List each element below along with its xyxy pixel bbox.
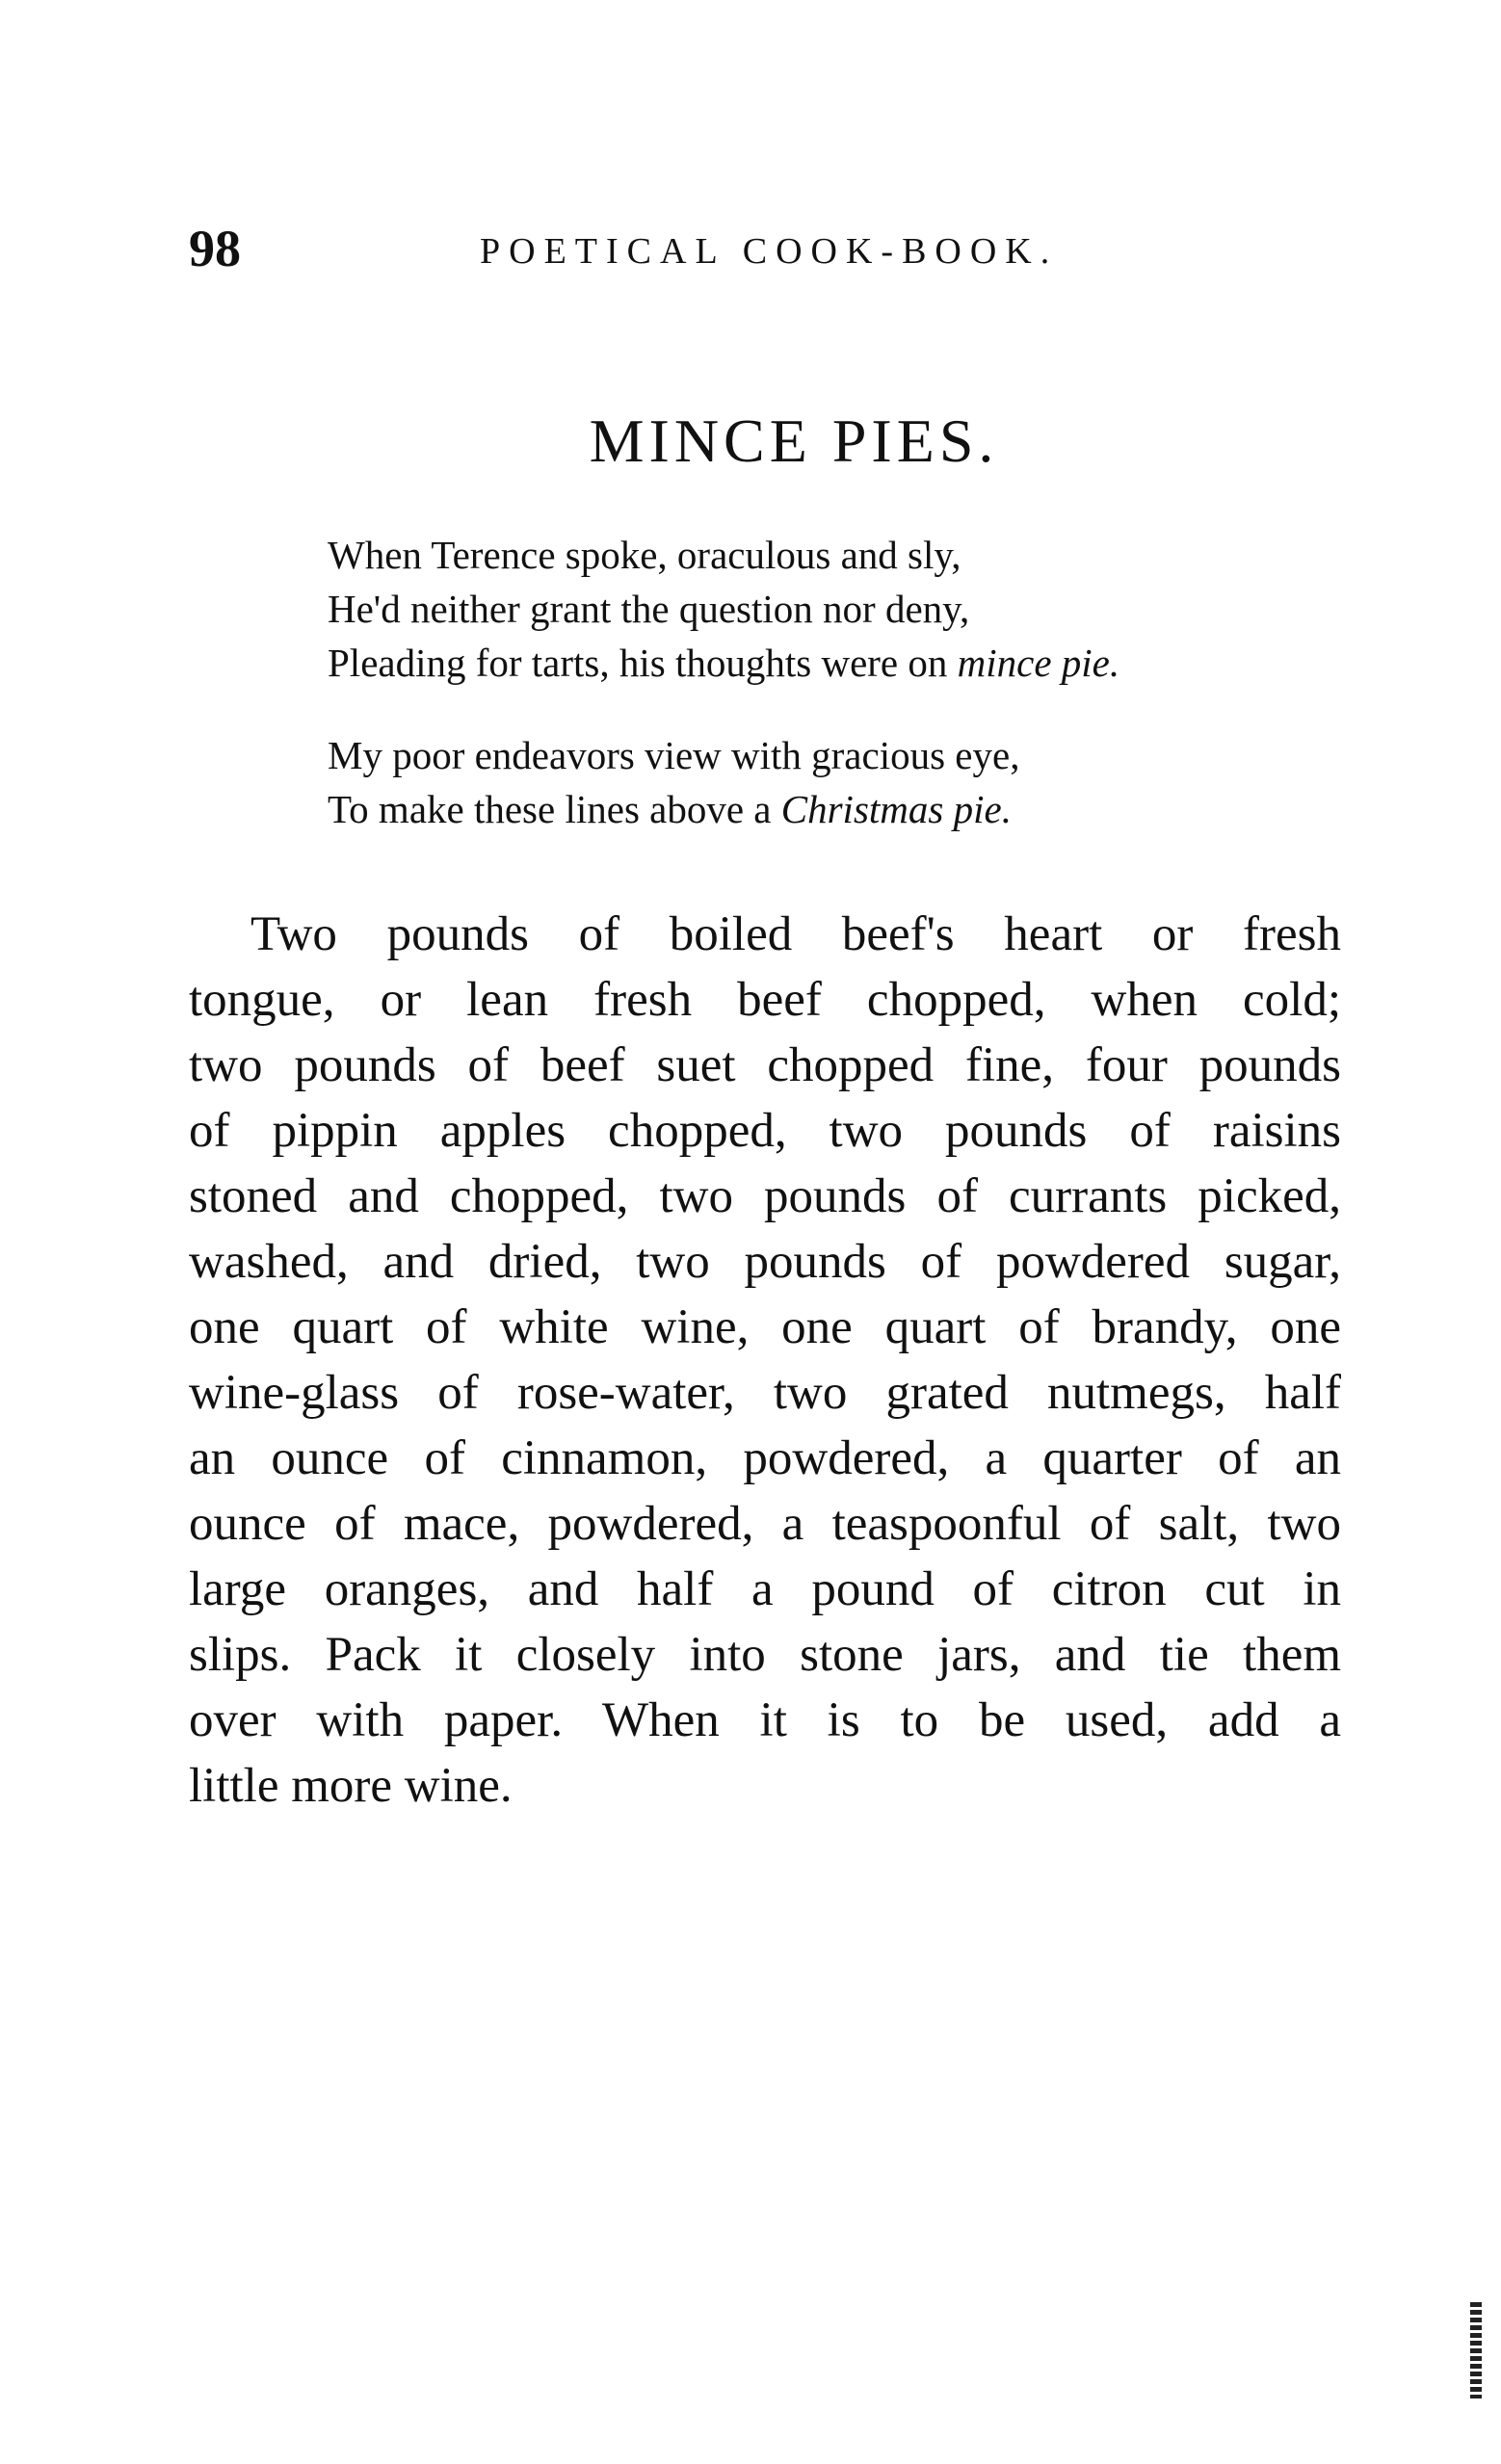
section-title: MINCE PIES.: [589, 406, 999, 475]
recipe-line: stoned and chopped, two pounds of currants picked,: [189, 1169, 1341, 1223]
recipe-line: ounce of mace, powdered, a teaspoonful of salt, two: [189, 1497, 1341, 1551]
verse-line: He'd neither grant the question nor deny,: [328, 587, 970, 631]
recipe-line: little more wine.: [189, 1759, 513, 1813]
running-head: [189, 220, 1335, 287]
recipe-line: an ounce of cinnamon, powdered, a quarter of an: [189, 1431, 1341, 1485]
recipe-line: tongue, or lean fresh beef chopped, when cold;: [189, 973, 1341, 1027]
verse-line: [328, 636, 1291, 690]
verse-stanza-2: [328, 728, 1291, 836]
recipe-line: wine-glass of rose-water, two grated nutmegs, half: [189, 1366, 1341, 1420]
verse-italic-text: mince pie.: [957, 641, 1120, 685]
recipe-line: two pounds of beef suet chopped fine, four pounds: [189, 1038, 1341, 1092]
verse-line: [328, 782, 1291, 836]
verse-stanza-1: [328, 528, 1291, 690]
verse-line: When Terence spoke, oraculous and sly,: [328, 533, 961, 577]
recipe-line: one quart of white wine, one quart of brandy, one: [189, 1300, 1341, 1354]
verse-line: My poor endeavors view with gracious eye,: [328, 733, 1020, 777]
recipe-line: of pippin apples chopped, two pounds of raisins: [189, 1104, 1341, 1158]
verse-text: Pleading for tarts, his thoughts were on: [328, 641, 958, 685]
recipe-line: washed, and dried, two pounds of powdered sugar,: [189, 1235, 1341, 1289]
page-number: 98: [189, 220, 241, 277]
page-edge-mark: [1470, 2302, 1482, 2398]
recipe-line: slips. Pack it closely into stone jars, and tie them: [189, 1628, 1341, 1682]
verse-text: To make these lines above a: [328, 787, 781, 831]
recipe-line: large oranges, and half a pound of citron cut in: [189, 1562, 1341, 1616]
recipe-line: over with paper. When it is to be used, add a: [189, 1693, 1341, 1747]
recipe-paragraph: [189, 902, 1341, 1819]
recipe-line: Two pounds of boiled beef's heart or fresh: [250, 907, 1341, 961]
verse-italic-text: Christmas pie.: [780, 787, 1012, 831]
book-title: POETICAL COOK-BOOK.: [480, 231, 1059, 272]
